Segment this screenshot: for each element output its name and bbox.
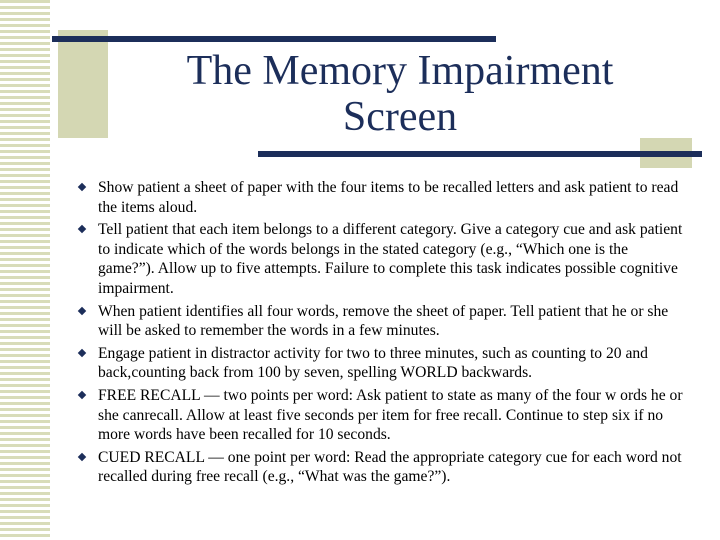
bullet-text: Engage patient in distractor activity for two to three minutes, such as counting to 20 and back,counting back from 100 by seven, spelling WORLD backwards. bbox=[98, 344, 648, 382]
bullet-text: CUED RECALL — one point per word: Read the appropriate category cue for each word not recalled during free recall (e.g., “What was the game?”). bbox=[98, 448, 682, 486]
slide-title-line-1: The Memory Impairment bbox=[186, 48, 614, 94]
bottom-rule bbox=[258, 151, 702, 157]
slide-title-line-2: Screen bbox=[342, 94, 458, 140]
diamond-bullet-icon bbox=[78, 225, 86, 233]
bullet-item bbox=[76, 386, 686, 445]
bullet-item bbox=[76, 220, 686, 298]
top-rule bbox=[52, 36, 496, 42]
diamond-bullet-icon bbox=[78, 349, 86, 357]
diamond-bullet-icon bbox=[78, 306, 86, 314]
diamond-bullet-icon bbox=[78, 391, 86, 399]
bullet-item bbox=[76, 178, 686, 217]
diamond-bullet-icon bbox=[78, 183, 86, 191]
decorative-stripe-bar bbox=[0, 0, 50, 540]
bullet-item bbox=[76, 448, 686, 487]
bullet-item bbox=[76, 344, 686, 383]
slide-title bbox=[110, 48, 690, 140]
bullet-text: When patient identifies all four words, remove the sheet of paper. Tell patient that he or she will be asked to remember the words in a few minutes. bbox=[98, 302, 669, 340]
decorative-block-top-left bbox=[58, 30, 108, 138]
bullet-item bbox=[76, 302, 686, 341]
bullet-text: Tell patient that each item belongs to a different category. Give a category cue and ask patient to indicate which of the words belongs in the stated category (e.g., “Which one is the game?”). Allow up to five attempts. Failure to complete this task indicates possible cognitive impairment. bbox=[98, 221, 683, 297]
bullet-text: Show patient a sheet of paper with the four items to be recalled letters and ask patient to read the items aloud. bbox=[98, 179, 679, 216]
bullet-list bbox=[76, 178, 686, 490]
diamond-bullet-icon bbox=[78, 452, 86, 460]
bullet-text: FREE RECALL — two points per word: Ask patient to state as many of the four w ords he or she canrecall. Allow at least five seconds per item for free recall. Continue to step six if no more words have been recalled for 10 seconds. bbox=[98, 386, 683, 444]
